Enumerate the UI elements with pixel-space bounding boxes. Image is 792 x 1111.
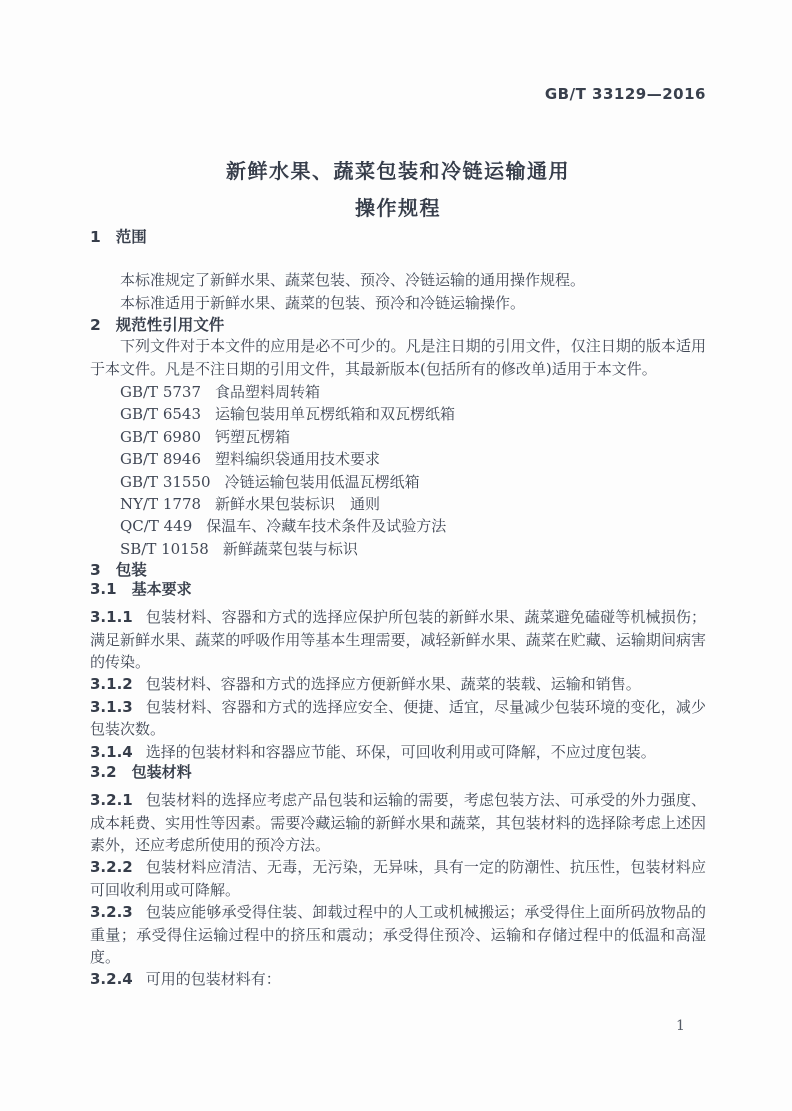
standard-number: GB/T 33129—2016 <box>544 85 706 103</box>
clause-number: 3.1.3 <box>90 697 133 716</box>
clause-number: 3.2.4 <box>90 970 133 989</box>
reference-item <box>120 538 706 560</box>
document-title-line2: 操作规程 <box>355 196 441 220</box>
section-1-paragraph-1: 本标准规定了新鲜水果、蔬菜包装、预冷、冷链运输的通用操作规程。 <box>120 271 586 289</box>
reference-item <box>120 515 706 537</box>
reference-code: GB/T 6543 <box>120 405 202 424</box>
clause-3-1-2 <box>90 673 706 695</box>
reference-code: GB/T 31550 <box>120 472 211 491</box>
reference-item <box>120 471 706 493</box>
clause-text: 选择的包装材料和容器应节能、环保，可回收利用或可降解，不应过度包装。 <box>145 742 656 761</box>
reference-title: 冷链运输包装用低温瓦楞纸箱 <box>224 472 420 491</box>
clause-text: 包装材料应清洁、无毒，无污染，无异味，具有一定的防潮性、抗压性，包装材料应可回收利用或可降解。 <box>90 858 706 899</box>
clause-3-2-2 <box>90 856 706 901</box>
reference-title: 运输包装用单瓦楞纸箱和双瓦楞纸箱 <box>215 405 456 424</box>
section-3-heading <box>90 560 706 580</box>
reference-item <box>120 381 706 403</box>
subsection-3-1-heading <box>90 580 706 598</box>
section-1-heading <box>90 227 706 247</box>
section-1-number: 1 <box>90 228 101 246</box>
reference-list <box>90 381 706 560</box>
clause-3-2-1 <box>90 789 706 856</box>
clause-number: 3.2.2 <box>90 858 133 877</box>
clause-3-2-3 <box>90 901 706 968</box>
reference-title: 食品塑料周转箱 <box>215 383 321 401</box>
section-2-heading <box>90 315 706 335</box>
clause-number: 3.2.1 <box>90 791 133 810</box>
section-2-intro: 下列文件对于本文件的应用是必不可少的。凡是注日期的引用文件，仅注日期的版本适用于本文件。凡是不注日期的引用文件，其最新版本(包括所有的修改单)适用于本文件。 <box>90 337 706 378</box>
clause-3-1-3 <box>90 696 706 741</box>
document-title-line1: 新鲜水果、蔬菜包装和冷链运输通用 <box>226 159 570 183</box>
subsection-3-1-clauses <box>90 606 706 763</box>
subsection-3-1-title: 基本要求 <box>131 580 192 599</box>
reference-code: QC/T 449 <box>120 517 193 536</box>
section-2-number: 2 <box>90 316 101 334</box>
clause-number: 3.1.1 <box>90 608 133 627</box>
reference-item <box>120 403 706 425</box>
clause-text: 包装材料的选择应考虑产品包装和运输的需要，考虑包装方法、可承受的外力强度、成本耗费、实用性等因素。需要冷藏运输的新鲜水果和蔬菜，其包装材料的选择除考虑上述因素外，还应考虑所使用的预冷方法。 <box>90 791 706 854</box>
section-1-paragraph-2: 本标准适用于新鲜水果、蔬菜的包装、预冷和冷链运输操作。 <box>120 294 526 312</box>
page-number: 1 <box>676 1018 685 1034</box>
clause-3-1-4 <box>90 741 706 763</box>
section-1-title: 范围 <box>115 228 147 246</box>
clause-number: 3.1.2 <box>90 675 133 694</box>
section-2-title: 规范性引用文件 <box>115 316 225 334</box>
clause-number: 3.2.3 <box>90 903 133 922</box>
reference-title: 塑料编织袋通用技术要求 <box>215 450 381 469</box>
reference-item <box>120 448 706 470</box>
clause-text: 包装材料、容器和方式的选择应方便新鲜水果、蔬菜的装载、运输和销售。 <box>145 675 641 694</box>
clause-3-1-1 <box>90 606 706 673</box>
reference-code: SB/T 10158 <box>120 539 209 558</box>
reference-code: NY/T 1778 <box>120 495 202 514</box>
clause-text: 包装应能够承受得住装、卸载过程中的人工或机械搬运；承受得住上面所码放物品的重量；承受得住运输过程中的挤压和震动；承受得住预冷、运输和存储过程中的低温和高湿度。 <box>90 903 706 966</box>
reference-title: 新鲜水果包装标识 通则 <box>215 495 381 514</box>
page-content <box>90 0 706 991</box>
reference-title: 钙塑瓦楞箱 <box>215 427 291 446</box>
section-3-number: 3 <box>90 561 101 580</box>
reference-code: GB/T 6980 <box>120 427 202 446</box>
clause-3-2-4 <box>90 968 706 990</box>
clause-text: 包装材料、容器和方式的选择应安全、便捷、适宜，尽量减少包装环境的变化，减少包装次数。 <box>90 697 706 739</box>
clause-text: 包装材料、容器和方式的选择应保护所包装的新鲜水果、蔬菜避免磕碰等机械损伤；满足新鲜水果、蔬菜的呼吸作用等基本生理需要，减轻新鲜水果、蔬菜在贮藏、运输期间病害的传染。 <box>90 608 706 672</box>
clause-text: 可用的包装材料有： <box>145 970 281 989</box>
clause-number: 3.1.4 <box>90 742 133 761</box>
subsection-3-2-title: 包装材料 <box>131 763 192 782</box>
subsection-3-2-number: 3.2 <box>90 763 117 782</box>
reference-item <box>120 493 706 515</box>
reference-code: GB/T 8946 <box>120 450 202 469</box>
section-3-title: 包装 <box>115 561 147 580</box>
reference-code: GB/T 5737 <box>120 383 202 401</box>
reference-item <box>120 426 706 448</box>
document-title <box>90 153 706 227</box>
subsection-3-1-number: 3.1 <box>90 580 117 599</box>
subsection-3-2-heading <box>90 763 706 781</box>
reference-title: 保温车、冷藏车技术条件及试验方法 <box>206 517 447 536</box>
subsection-3-2-clauses <box>90 789 706 991</box>
reference-title: 新鲜蔬菜包装与标识 <box>222 539 358 558</box>
